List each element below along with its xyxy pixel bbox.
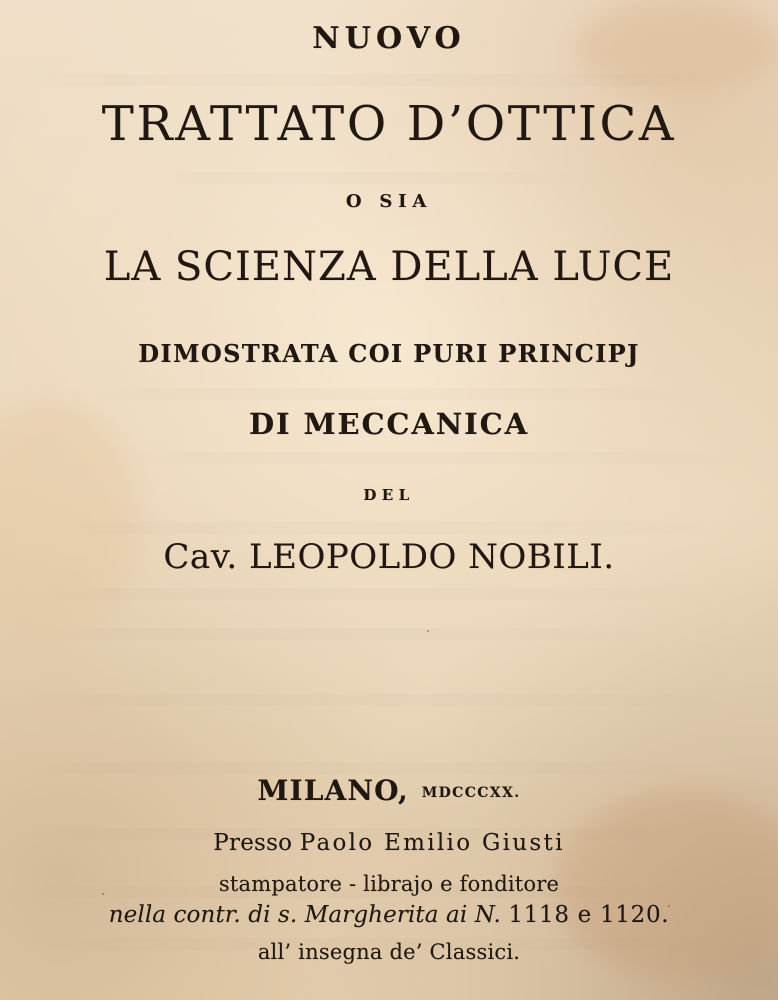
show-through-line: [44, 522, 722, 534]
imprint-city: MILANO,: [257, 774, 409, 807]
show-through-line: [88, 388, 708, 400]
imprint-presso-prefix: Presso: [213, 830, 293, 856]
imprint-publisher-name: Paolo Emilio Giusti: [299, 830, 565, 856]
title-line-scienza: LA SCIENZA DELLA LUCE: [103, 244, 675, 290]
imprint-place-date: [0, 774, 778, 807]
author-name: Cav. LEOPOLDO NOBILI.: [163, 537, 615, 577]
show-through-line: [18, 762, 720, 774]
imprint-address-prefix: nella contr. di s. Margherita ai N.: [108, 902, 501, 928]
imprint-address-line: [0, 904, 778, 927]
paper-mark: [102, 893, 104, 895]
imprint-address-suffix: all’ insegna de’ Classici.: [257, 940, 521, 964]
paper-mark: [427, 630, 429, 632]
show-through-line: [126, 452, 738, 464]
show-through-line: [28, 74, 740, 86]
title-line-o-sia: O SIA: [345, 191, 433, 212]
show-through-line: [30, 694, 726, 706]
title-line-trattato: TRATTATO D’OTTICA: [101, 96, 677, 152]
imprint-publisher-line: [0, 832, 778, 855]
paper-mark: [668, 905, 670, 907]
title-line-meccanica: DI MECCANICA: [249, 407, 529, 441]
title-line-del: DEL: [363, 486, 415, 504]
imprint-year: MDCCCXX.: [421, 785, 521, 801]
imprint-address-numbers: 1118 e 1120.: [508, 902, 670, 928]
show-through-line: [28, 588, 708, 600]
show-through-line: [28, 628, 668, 640]
show-through-line: [150, 172, 588, 184]
title-line-nuovo: NUOVO: [312, 21, 466, 56]
title-line-dimostrata: DIMOSTRATA COI PURI PRINCIPJ: [138, 339, 640, 368]
imprint-role: stampatore - librajo e fonditore: [218, 872, 560, 896]
